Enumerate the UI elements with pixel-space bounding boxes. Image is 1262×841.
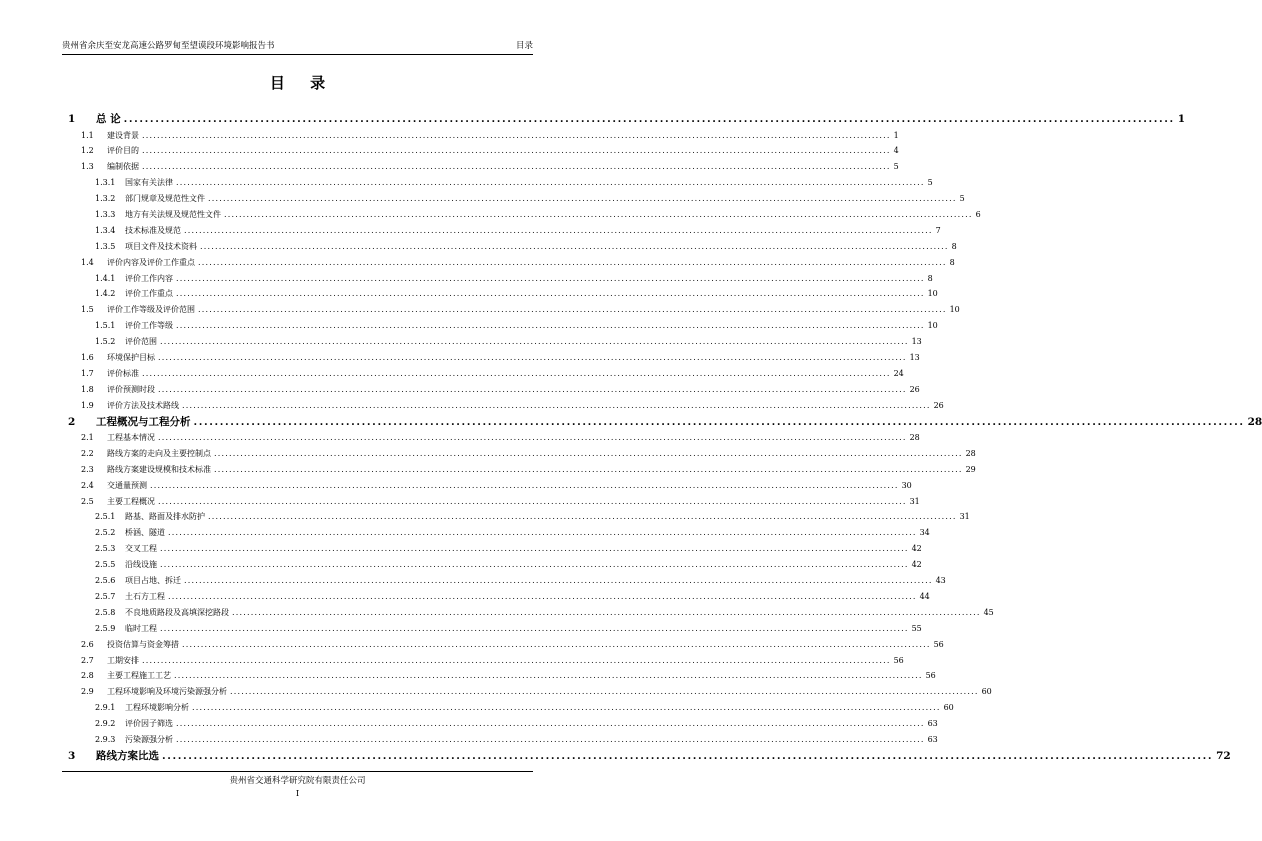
toc-entry-page: 72 [1216,749,1231,762]
toc-entry-page: 26 [909,384,920,394]
toc-entry-number: 1.8 [81,384,94,394]
toc-entry-2-5-6[interactable] [68,573,946,589]
toc-dot-leader: ........................................................................................................................................................................................................ [142,655,891,665]
toc-dot-leader: ........................................................................................................................................................................................................ [176,273,925,283]
toc-entry-page: 28 [965,448,976,458]
table-of-contents [68,111,1262,764]
toc-entry-number: 2.9.1 [95,703,116,713]
toc-entry-number: 1.3 [81,162,94,172]
toc-entry-page: 56 [893,655,904,665]
toc-entry-2-3[interactable] [68,462,976,478]
toc-entry-number: 2.9.3 [95,734,116,744]
toc-dot-leader: ........................................................................................................................................................................................................ [160,337,909,347]
toc-entry-number: 2.2 [81,448,94,458]
toc-entry-number: 2.5.1 [95,512,116,522]
toc-entry-page: 8 [951,241,957,251]
toc-entry-page: 56 [933,639,944,649]
toc-entry-page: 43 [935,576,946,586]
toc-dot-leader: ........................................................................................................................................................................................................ [168,591,917,601]
toc-title: 目 录 [269,74,336,92]
toc-entry-page: 13 [909,352,920,362]
toc-dot-leader: ........................................................................................................................................................................................................ [200,241,949,251]
toc-entry-number: 1.5.2 [95,337,116,347]
toc-entry-page: 10 [927,321,938,331]
toc-entry-1-1[interactable] [68,128,899,144]
toc-entry-1-6[interactable] [68,350,920,366]
toc-entry-2-2[interactable] [68,446,976,462]
toc-entry-page: 34 [919,528,930,538]
toc-entry-2-4[interactable] [68,478,912,494]
toc-entry-title: 国家有关法律 [125,178,173,188]
toc-entry-page: 4 [893,146,899,156]
toc-dot-leader: ........................................................................................................................................................................................................ [158,433,907,443]
toc-entry-page: 42 [911,544,922,554]
toc-entry-number: 1.3.3 [95,209,116,219]
toc-entry-title: 编制依据 [107,162,139,172]
toc-dot-leader: ........................................................................................................................................................................................................ [214,448,963,458]
toc-dot-leader: ........................................................................................................................................................................................................ [208,194,957,204]
toc-entry-page: 6 [975,209,981,219]
toc-entry-1-2[interactable] [68,143,899,159]
toc-dot-leader: ........................................................................................................................................................................................................ [230,687,979,697]
toc-entry-title: 评价范围 [125,337,157,347]
toc-entry-number: 1.3.2 [95,194,116,204]
page-number: I [295,789,300,799]
toc-entry-number: 2.8 [81,671,94,681]
toc-entry-title: 主要工程施工工艺 [107,671,171,681]
toc-dot-leader: ........................................................................................................................................................................................................ [232,607,981,617]
toc-entry-number: 2.4 [81,480,94,490]
toc-entry-page: 24 [893,368,904,378]
toc-entry-title: 评价方法及技术路线 [107,400,179,410]
toc-dot-leader: ........................................................................................................................................................................................................ [160,544,909,554]
toc-entry-title: 不良地质路段及高填深挖路段 [125,607,229,617]
toc-entry-2-8[interactable] [68,668,936,684]
toc-entry-number: 2.5.6 [95,576,116,586]
toc-entry-number: 2.9.2 [95,719,116,729]
toc-dot-leader: ........................................................................................................................................................................................................ [142,368,891,378]
toc-dot-leader: ........................................................................................................................................................................................................ [176,178,925,188]
toc-entry-title: 部门规章及规范性文件 [125,194,205,204]
toc-dot-leader: ........................................................................................................................................................................................................ [198,305,947,315]
toc-entry-title: 评价预测时段 [107,384,155,394]
toc-entry-title: 项目占地、拆迁 [125,576,181,586]
toc-entry-1-3[interactable] [68,159,899,175]
header-section-label: 目录 [515,41,533,51]
toc-entry-page: 60 [981,687,992,697]
toc-entry-page: 10 [927,289,938,299]
footer-divider [62,771,533,772]
toc-entry-2-5-5[interactable] [68,557,922,573]
header-document-title: 贵州省余庆至安龙高速公路罗甸至望谟段环境影响报告书 [62,41,275,51]
toc-entry-title: 工程概况与工程分析 [96,415,191,428]
toc-entry-page: 63 [927,734,938,744]
toc-dot-leader: ........................................................................................................................................................................................................ [123,113,1175,125]
toc-entry-2-5-8[interactable] [68,605,994,621]
toc-entry-title: 建设背景 [107,130,139,140]
toc-entry-title: 投资估算与资金筹措 [107,639,179,649]
toc-dot-leader: ........................................................................................................................................................................................................ [198,257,947,267]
toc-entry-1-4[interactable] [68,255,955,271]
toc-entry-title: 临时工程 [125,623,157,633]
toc-entry-title: 桥涵、隧道 [125,528,165,538]
toc-entry-number: 2 [68,415,76,428]
toc-entry-number: 2.5.7 [95,591,116,601]
toc-entry-2-5[interactable] [68,494,920,510]
toc-entry-number: 2.1 [81,433,94,443]
toc-entry-page: 31 [959,512,970,522]
toc-entry-page: 56 [925,671,936,681]
toc-entry-page: 8 [949,257,955,267]
toc-entry-title: 评价工作内容 [125,273,173,283]
toc-entry-2-9-3[interactable] [68,732,938,748]
toc-entry-1-3-1[interactable] [68,175,933,191]
toc-entry-title: 沿线设施 [125,560,157,570]
toc-entry-number: 1.7 [81,368,94,378]
toc-dot-leader: ........................................................................................................................................................................................................ [142,162,891,172]
toc-entry-page: 1 [1177,113,1186,125]
toc-entry-page: 63 [927,719,938,729]
toc-dot-leader: ........................................................................................................................................................................................................ [214,464,963,474]
toc-entry-title: 土石方工程 [125,591,165,601]
toc-entry-title: 工程基本情况 [107,433,155,443]
toc-entry-number: 1 [68,113,76,125]
toc-entry-number: 2.7 [81,655,94,665]
toc-entry-title: 评价工作等级及评价范围 [107,305,195,315]
toc-entry-number: 1.5 [81,305,94,315]
toc-entry-title: 工程环境影响及环境污染源强分析 [107,687,227,697]
toc-entry-title: 交叉工程 [125,544,157,554]
toc-entry-title: 路基、路面及排水防护 [125,512,205,522]
toc-entry-title: 技术标准及规范 [125,225,181,235]
toc-entry-number: 1.4 [81,257,94,267]
toc-entry-page: 8 [927,273,933,283]
toc-entry-number: 2.5.9 [95,623,116,633]
toc-entry-title: 评价工作重点 [125,289,173,299]
toc-entry-title: 评价因子筛选 [125,719,173,729]
toc-entry-2-7[interactable] [68,653,904,669]
toc-dot-leader: ........................................................................................................................................................................................................ [176,719,925,729]
toc-entry-1-3-4[interactable] [68,223,941,239]
toc-entry-1-4-2[interactable] [68,286,938,302]
toc-entry-page: 45 [983,607,994,617]
toc-entry-2-5-2[interactable] [68,525,930,541]
toc-entry-number: 2.5.5 [95,560,116,570]
toc-entry-2-9[interactable] [68,684,992,700]
toc-entry-number: 2.5.8 [95,607,116,617]
toc-entry-number: 1.4.1 [95,273,116,283]
toc-entry-page: 5 [927,178,933,188]
toc-entry-2-5-1[interactable] [68,509,970,525]
toc-entry-page: 29 [965,464,976,474]
toc-entry-number: 1.3.5 [95,241,116,251]
toc-dot-leader: ........................................................................................................................................................................................................ [160,560,909,570]
toc-dot-leader: ........................................................................................................................................................................................................ [142,146,891,156]
toc-entry-page: 55 [911,623,922,633]
toc-entry-number: 1.3.1 [95,178,116,188]
toc-entry-page: 28 [909,433,920,443]
toc-entry-1-5-1[interactable] [68,318,938,334]
toc-entry-number: 2.5 [81,496,94,506]
toc-dot-leader: ........................................................................................................................................................................................................ [176,321,925,331]
toc-entry-1-3-3[interactable] [68,207,981,223]
toc-entry-title: 工程环境影响分析 [125,703,189,713]
toc-entry-2-5-9[interactable] [68,621,922,637]
toc-entry-title: 交通量预测 [107,480,147,490]
toc-entry-2-9-1[interactable] [68,700,954,716]
toc-entry-number: 2.5.2 [95,528,116,538]
toc-dot-leader: ........................................................................................................................................................................................................ [142,130,891,140]
toc-entry-1-3-2[interactable] [68,191,965,207]
toc-entry-page: 26 [933,400,944,410]
toc-entry-1-8[interactable] [68,382,920,398]
toc-entry-2-5-7[interactable] [68,589,930,605]
toc-entry-number: 1.6 [81,352,94,362]
toc-entry-2-5-3[interactable] [68,541,922,557]
toc-dot-leader: ........................................................................................................................................................................................................ [182,400,931,410]
toc-entry-number: 1.4.2 [95,289,116,299]
toc-entry-page: 5 [959,194,965,204]
toc-entry-title: 项目文件及技术资料 [125,241,197,251]
toc-entry-page: 60 [943,703,954,713]
toc-entry-title: 环境保护目标 [107,352,155,362]
toc-entry-title: 路线方案的走向及主要控制点 [107,448,211,458]
toc-entry-title: 评价目的 [107,146,139,156]
toc-entry-page: 10 [949,305,960,315]
toc-entry-1[interactable] [68,111,1186,128]
page-header [62,40,533,55]
toc-entry-2-1[interactable] [68,430,920,446]
toc-dot-leader: ........................................................................................................................................................................................................ [150,480,899,490]
toc-dot-leader: ........................................................................................................................................................................................................ [176,734,925,744]
toc-entry-3[interactable] [68,748,1231,765]
toc-entry-title: 评价标准 [107,368,139,378]
toc-entry-number: 1.3.4 [95,225,116,235]
toc-entry-number: 1.2 [81,146,94,156]
toc-entry-number: 1.1 [81,130,94,140]
toc-dot-leader: ........................................................................................................................................................................................................ [208,512,957,522]
toc-entry-1-5[interactable] [68,302,960,318]
toc-entry-page: 31 [909,496,920,506]
toc-dot-leader: ........................................................................................................................................................................................................ [184,576,933,586]
toc-entry-page: 7 [935,225,941,235]
toc-dot-leader: ........................................................................................................................................................................................................ [184,225,933,235]
toc-dot-leader: ........................................................................................................................................................................................................ [168,528,917,538]
toc-entry-title: 路线方案建设规模和技术标准 [107,464,211,474]
toc-dot-leader: ........................................................................................................................................................................................................ [192,703,941,713]
toc-entry-title: 污染源强分析 [125,734,173,744]
toc-dot-leader: ........................................................................................................................................................................................................ [160,623,909,633]
toc-entry-2-6[interactable] [68,637,944,653]
toc-entry-2[interactable] [68,414,1262,431]
toc-entry-1-7[interactable] [68,366,904,382]
toc-entry-page: 1 [893,130,899,140]
toc-entry-number: 2.9 [81,687,94,697]
toc-entry-2-9-2[interactable] [68,716,938,732]
toc-entry-title: 工期安排 [107,655,139,665]
toc-dot-leader: ........................................................................................................................................................................................................ [176,289,925,299]
toc-dot-leader: ........................................................................................................................................................................................................ [162,749,1214,762]
toc-dot-leader: ........................................................................................................................................................................................................ [182,639,931,649]
toc-entry-title: 评价内容及评价工作重点 [107,257,195,267]
toc-entry-number: 2.3 [81,464,94,474]
toc-entry-title: 总 论 [96,113,121,125]
toc-entry-1-4-1[interactable] [68,271,933,287]
toc-entry-number: 3 [68,749,76,762]
toc-entry-1-9[interactable] [68,398,944,414]
toc-dot-leader: ........................................................................................................................................................................................................ [158,496,907,506]
footer-organization: 贵州省交通科学研究院有限责任公司 [229,776,366,786]
toc-dot-leader: ........................................................................................................................................................................................................ [193,415,1245,428]
toc-dot-leader: ........................................................................................................................................................................................................ [174,671,923,681]
toc-dot-leader: ........................................................................................................................................................................................................ [158,352,907,362]
toc-entry-page: 30 [901,480,912,490]
toc-entry-title: 路线方案比选 [96,749,159,762]
toc-entry-number: 1.5.1 [95,321,116,331]
toc-entry-title: 主要工程概况 [107,496,155,506]
toc-entry-page: 28 [1247,415,1262,428]
toc-entry-title: 评价工作等级 [125,321,173,331]
toc-entry-number: 2.6 [81,639,94,649]
toc-dot-leader: ........................................................................................................................................................................................................ [158,384,907,394]
toc-entry-1-5-2[interactable] [68,334,922,350]
toc-entry-page: 13 [911,337,922,347]
toc-entry-page: 42 [911,560,922,570]
toc-entry-title: 地方有关法规及规范性文件 [125,209,221,219]
toc-entry-number: 1.9 [81,400,94,410]
toc-dot-leader: ........................................................................................................................................................................................................ [224,209,973,219]
toc-entry-number: 2.5.3 [95,544,116,554]
toc-entry-page: 5 [893,162,899,172]
toc-entry-1-3-5[interactable] [68,239,957,255]
toc-entry-page: 44 [919,591,930,601]
